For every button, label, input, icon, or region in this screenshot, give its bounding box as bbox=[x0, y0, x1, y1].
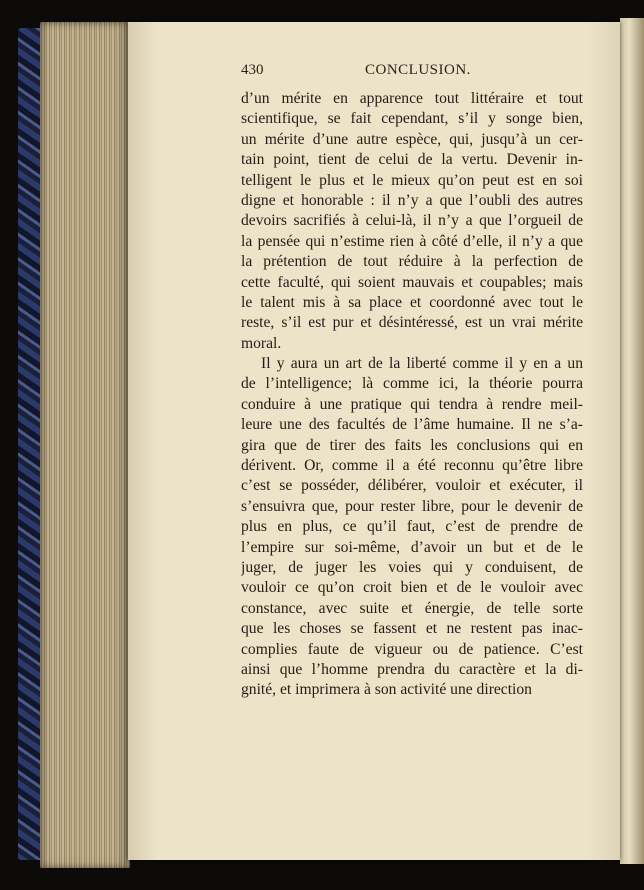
text-line: Il y aura un art de la liberté comme il y en a un bbox=[261, 355, 583, 373]
page-number: 430 bbox=[241, 62, 264, 78]
text-line: moral. bbox=[241, 334, 282, 352]
text-line: dérivent. Or, comme il a été reconnu qu’être libre bbox=[241, 457, 583, 475]
text-line: reste, s’il est pur et désintéressé, est un vrai mérite bbox=[241, 314, 583, 332]
running-head bbox=[241, 62, 583, 84]
facing-page-edge bbox=[620, 18, 644, 864]
text-line: gnité, et imprimera à son activité une direction bbox=[241, 681, 532, 699]
text-line: vouloir ce qu’on croit bien et de le vouloir avec bbox=[241, 579, 583, 597]
text-line: le talent mis à sa place et coordonné avec tout le bbox=[241, 293, 583, 311]
text-line: juger, de juger les voies qui y conduisent, de bbox=[241, 558, 583, 576]
text-line: l’empire sur soi-même, d’avoir un but et de le bbox=[241, 538, 583, 556]
page-block-edge bbox=[40, 22, 130, 868]
text-line: cette faculté, qui soient mauvais et coupables; mais bbox=[241, 273, 583, 291]
text-line: complies faute de vigueur ou de patience. C’est bbox=[241, 640, 583, 658]
text-line: un mérite d’une autre espèce, qui, jusqu’à un cer- bbox=[241, 130, 583, 148]
book-page bbox=[128, 22, 620, 860]
text-line: devoirs sacrifiés à celui-là, il n’y a que l’orgueil de bbox=[241, 212, 583, 230]
text-line: digne et honorable : il n’y a que l’oubli des autres bbox=[241, 191, 583, 209]
text-line: plus en plus, ce qu’il faut, c’est de prendre de bbox=[241, 518, 583, 536]
text-line: gira que de tirer des faits les conclusions qui en bbox=[241, 436, 583, 454]
text-line: tain point, tient de celui de la vertu. Devenir in- bbox=[241, 151, 583, 169]
text-line: la prétention de tout réduire à la perfection de bbox=[241, 253, 583, 271]
text-line: ainsi que l’homme prendra du caractère et la di- bbox=[241, 660, 583, 678]
text-line: leure une des facultés de l’âme humaine. Il ne s’a- bbox=[241, 416, 583, 434]
text-line: conduire à une pratique qui tendra à rendre meil- bbox=[241, 395, 583, 413]
text-line: constance, avec suite et énergie, de telle sorte bbox=[241, 599, 583, 617]
text-line: de l’intelligence; là comme ici, la théorie pourra bbox=[241, 375, 583, 393]
text-line: s’ensuivra que, pour rester libre, pour le devenir de bbox=[241, 497, 583, 515]
running-title: CONCLUSION. bbox=[365, 62, 471, 78]
paragraph-1 bbox=[241, 89, 583, 354]
text-line: telligent le plus et le mieux qu’on peut est en soi bbox=[241, 171, 583, 189]
text-line: que les choses se fassent et ne restent pas inac- bbox=[241, 620, 583, 638]
text-line: la pensée qui n’estime rien à côté d’elle, il n’y a que bbox=[241, 232, 583, 250]
body-text bbox=[241, 89, 583, 701]
text-line: scientifique, se fait cependant, s’il y songe bien, bbox=[241, 110, 583, 128]
text-line: c’est se posséder, délibérer, vouloir et exécuter, il bbox=[241, 477, 583, 495]
text-line: d’un mérite en apparence tout littéraire et tout bbox=[241, 90, 583, 107]
paragraph-2 bbox=[241, 354, 583, 701]
